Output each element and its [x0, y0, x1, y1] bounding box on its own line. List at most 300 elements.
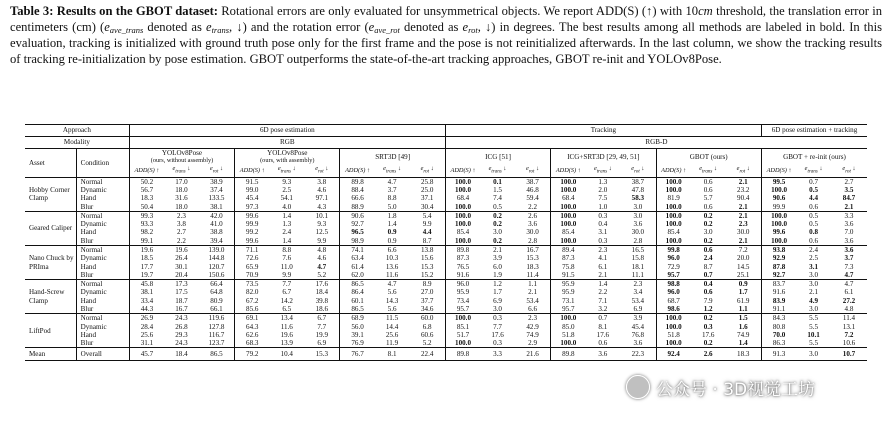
value-cell: 2.1 — [598, 270, 608, 279]
value-cell: 99.6 — [235, 211, 270, 220]
value-cell: 96.5 — [351, 228, 364, 237]
value-cell: 3.1 — [809, 262, 819, 271]
value-cell: 18.3 — [515, 263, 551, 271]
value-cell: 16.7 — [515, 245, 551, 254]
value-cell: 12.5 — [304, 228, 340, 236]
value-cell: 25.8 — [409, 177, 445, 186]
value-cell: 1.1 — [726, 305, 762, 314]
value-cell: 1.6 — [726, 323, 762, 331]
value-cell: 100.0 — [665, 322, 682, 331]
value-cell: 100.0 — [455, 177, 471, 186]
value-cell: 4.7 — [304, 263, 340, 271]
value-cell: 2.1 — [480, 245, 515, 254]
table-row — [25, 237, 867, 246]
value-cell: 99.8 — [656, 245, 691, 254]
value-cell: 1.5 — [493, 185, 502, 194]
condition-cell: Hand — [76, 194, 129, 202]
value-cell: 38.7 — [515, 177, 551, 186]
value-cell: 3.0 — [493, 228, 502, 237]
value-cell: 5.5 — [809, 339, 819, 348]
value-cell: 74.9 — [515, 331, 551, 339]
value-cell: 5.5 — [796, 314, 831, 323]
value-cell: 3.0 — [493, 305, 502, 314]
caption-e-ave: e — [104, 19, 110, 34]
value-cell: 10.6 — [842, 339, 856, 348]
value-cell: 0.6 — [703, 288, 713, 297]
metric-header-add: ADD(S) ↑ — [761, 165, 796, 177]
modality-header: Modality — [25, 137, 129, 149]
value-cell: 8.7 — [409, 237, 445, 246]
caption-rot-sub: rot — [468, 24, 478, 35]
value-cell: 8.8 — [269, 245, 304, 254]
value-cell: 89.8 — [351, 177, 364, 186]
value-cell: 86.4 — [351, 288, 364, 297]
value-cell: 127.8 — [199, 323, 235, 331]
mean-value-cell: 18.4 — [164, 348, 199, 361]
value-cell: 64.8 — [199, 288, 235, 296]
value-cell: 68.4 — [456, 194, 470, 203]
value-cell: 85.1 — [456, 322, 470, 331]
value-cell: 5.7 — [703, 194, 713, 203]
value-cell: 3.4 — [620, 288, 656, 296]
value-cell: 6.9 — [620, 305, 656, 314]
value-cell: 10.3 — [385, 254, 399, 263]
value-cell: 100.0 — [560, 177, 577, 186]
value-cell: 0.3 — [493, 339, 502, 348]
value-cell: 4.7 — [387, 177, 397, 186]
value-cell: 85.0 — [562, 322, 575, 331]
value-cell: 1.4 — [387, 220, 397, 229]
value-cell: 14.3 — [385, 296, 399, 305]
metric-header-add: ADD(S) ↑ — [235, 165, 270, 177]
table-row — [25, 202, 867, 211]
value-cell: 20.0 — [726, 254, 762, 262]
condition-cell: Normal — [76, 280, 129, 289]
value-cell: 17.6 — [304, 280, 340, 289]
value-cell: 100.0 — [665, 177, 682, 186]
metric-header-erot: $e_{rot}$ ↓ — [409, 165, 445, 177]
mean-value-cell: 8.1 — [375, 348, 410, 361]
value-cell: 4.4 — [809, 194, 819, 203]
metric-header-add: ADD(S) ↑ — [656, 165, 691, 177]
caption-trans-sub: trans — [211, 24, 230, 35]
table-row — [25, 271, 867, 280]
value-cell: 5.0 — [387, 202, 397, 211]
metric-header-etrans: $e_{trans}$ ↓ — [585, 165, 620, 177]
metric-header-erot: $e_{rot}$ ↓ — [620, 165, 656, 177]
condition-cell: Dynamic — [76, 186, 129, 194]
value-cell: 8.8 — [387, 194, 397, 203]
value-cell: 90.6 — [772, 194, 786, 203]
method-header-icg-srt3d: ICG+SRT3D [29, 49, 51] — [551, 149, 656, 166]
value-cell: 100.0 — [455, 185, 471, 194]
value-cell: 37.7 — [409, 297, 445, 305]
value-cell: 19.6 — [280, 330, 293, 339]
asset-name: Hand-Screw Clamp — [25, 280, 76, 314]
value-cell: 8.1 — [598, 322, 608, 331]
value-cell: 3.2 — [598, 305, 608, 314]
value-cell: 3.6 — [515, 220, 551, 228]
value-cell: 58.3 — [620, 194, 656, 202]
value-cell: 13.4 — [269, 314, 304, 323]
value-cell: 7.2 — [844, 330, 854, 339]
value-cell: 100.0 — [665, 339, 682, 348]
method-header-yolov8pose-assembly: YOLOv8Pose — [235, 149, 340, 158]
value-cell: 18.5 — [140, 254, 154, 263]
value-cell: 0.5 — [809, 185, 819, 194]
value-cell: 3.9 — [493, 254, 502, 263]
value-cell: 34.6 — [409, 305, 445, 314]
value-cell: 2.3 — [726, 220, 762, 228]
mean-label: Mean — [25, 348, 76, 361]
value-cell: 0.9 — [387, 228, 397, 237]
value-cell: 99.9 — [772, 202, 786, 211]
value-cell: 61.9 — [726, 297, 762, 305]
condition-cell: Hand — [76, 297, 129, 305]
value-cell: 2.1 — [726, 211, 762, 220]
value-cell: 14.5 — [726, 263, 762, 271]
value-cell: 59.4 — [515, 194, 551, 202]
value-cell: 100.0 — [560, 339, 577, 348]
table-row — [25, 288, 867, 296]
value-cell: 99.0 — [246, 185, 259, 194]
method-header-yolov8pose-no-assembly: YOLOv8Pose — [129, 149, 234, 158]
value-cell: 6.1 — [844, 288, 854, 297]
value-cell: 97.3 — [246, 202, 259, 211]
value-cell: 17.0 — [175, 177, 188, 186]
value-cell: 100.0 — [771, 236, 788, 245]
condition-cell: Normal — [76, 177, 129, 186]
value-cell: 24.3 — [175, 339, 188, 348]
value-cell: 119.6 — [199, 314, 235, 323]
value-cell: 0.3 — [703, 322, 713, 331]
value-cell: 88.9 — [351, 202, 364, 211]
table-row — [25, 254, 867, 262]
value-cell: 95.9 — [551, 280, 586, 289]
value-cell: 99.9 — [246, 220, 259, 229]
caption-text-3: denoted as — [143, 19, 206, 34]
value-cell: 26.4 — [175, 254, 188, 263]
value-cell: 100.0 — [761, 211, 796, 220]
value-cell: 3.8 — [304, 177, 340, 186]
metric-header-etrans: $e_{trans}$ ↓ — [375, 165, 410, 177]
value-cell: 0.4 — [598, 220, 608, 229]
mean-value-cell: 3.0 — [796, 348, 831, 361]
condition-cell: Dynamic — [76, 288, 129, 296]
mean-value-cell: 86.5 — [199, 348, 235, 361]
condition-cell: Hand — [76, 331, 129, 339]
value-cell: 1.4 — [726, 339, 762, 348]
value-cell: 84.7 — [842, 194, 856, 203]
value-cell: 1.5 — [726, 314, 762, 323]
value-cell: 100.0 — [560, 220, 577, 229]
value-cell: 73.1 — [562, 296, 575, 305]
value-cell: 0.6 — [809, 202, 819, 211]
value-cell: 68.4 — [562, 194, 575, 203]
value-cell: 3.9 — [620, 314, 656, 323]
value-cell: 68.9 — [340, 314, 375, 323]
condition-cell: Hand — [76, 263, 129, 271]
value-cell: 28.4 — [140, 322, 154, 331]
approach-pose-estimation: 6D pose estimation — [129, 125, 445, 137]
value-cell: 42.0 — [199, 211, 235, 220]
value-cell: 83.7 — [761, 280, 796, 289]
value-cell: 8.9 — [409, 280, 445, 289]
value-cell: 1.4 — [269, 211, 304, 220]
caption-title: Results on the GBOT dataset: — [56, 4, 218, 18]
value-cell: 33.4 — [140, 296, 154, 305]
value-cell: 98.6 — [667, 305, 680, 314]
value-cell: 37.4 — [199, 186, 235, 194]
value-cell: 0.2 — [703, 220, 713, 229]
value-cell: 64.3 — [246, 322, 259, 331]
metric-header-etrans: $e_{trans}$ ↓ — [164, 165, 199, 177]
value-cell: 95.7 — [667, 270, 680, 279]
asset-name: LiftPod — [25, 314, 76, 348]
value-cell: 1.0 — [598, 202, 608, 211]
mean-value-cell: 89.8 — [551, 348, 586, 361]
value-cell: 7.5 — [598, 194, 608, 203]
value-cell: 92.9 — [772, 254, 786, 263]
value-cell: 2.1 — [726, 237, 762, 246]
value-cell: 3.0 — [703, 228, 713, 237]
value-cell: 7.7 — [304, 323, 340, 331]
value-cell: 6.7 — [304, 314, 340, 323]
value-cell: 65.9 — [246, 262, 259, 271]
value-cell: 9.3 — [282, 177, 292, 186]
value-cell: 4.8 — [304, 245, 340, 254]
metric-header-etrans: $e_{trans}$ ↓ — [269, 165, 304, 177]
value-cell: 6.6 — [375, 245, 410, 254]
value-cell: 18.1 — [620, 263, 656, 271]
value-cell: 27.0 — [409, 288, 445, 296]
mean-value-cell: 79.2 — [235, 348, 270, 361]
value-cell: 3.6 — [844, 220, 854, 229]
value-cell: 2.3 — [585, 245, 620, 254]
value-cell: 144.8 — [199, 254, 235, 262]
value-cell: 60.6 — [409, 331, 445, 339]
value-cell: 15.3 — [409, 263, 445, 271]
asset-name: Geared Caliper — [25, 211, 76, 245]
value-cell: 3.8 — [177, 220, 186, 229]
value-cell: 88.4 — [351, 185, 364, 194]
method-header-gbot-reinit: GBOT + re-init (ours) — [783, 153, 846, 162]
modality-rgbd: RGB-D — [445, 137, 867, 149]
condition-cell: Dynamic — [76, 323, 129, 331]
value-cell: 62.6 — [246, 330, 259, 339]
value-cell: 0.7 — [585, 314, 620, 323]
value-cell: 45.4 — [620, 323, 656, 331]
results-table — [25, 124, 867, 361]
value-cell: 3.1 — [598, 228, 608, 237]
value-cell: 31.1 — [140, 339, 154, 348]
value-cell: 63.4 — [351, 254, 364, 263]
approach-pose-plus-tracking: 6D pose estimation + tracking — [761, 125, 867, 137]
approach-header: Approach — [25, 125, 129, 137]
value-cell: 13.1 — [842, 322, 856, 331]
value-cell: 3.6 — [844, 236, 854, 245]
value-cell: 72.9 — [667, 262, 680, 271]
value-cell: 62.0 — [351, 270, 364, 279]
value-cell: 100.0 — [455, 339, 471, 348]
value-cell: 72.6 — [246, 254, 259, 263]
value-cell: 6.6 — [515, 305, 551, 314]
value-cell: 100.0 — [665, 185, 682, 194]
value-cell: 11.6 — [386, 270, 399, 279]
value-cell: 18.3 — [140, 194, 154, 203]
value-cell: 66.6 — [351, 194, 364, 203]
value-cell: 30.4 — [409, 202, 445, 211]
value-cell: 3.6 — [620, 339, 656, 348]
table-row — [25, 263, 867, 271]
mean-value-cell: 3.6 — [585, 348, 620, 361]
value-cell: 6.1 — [598, 262, 608, 271]
value-cell: 73.5 — [235, 280, 270, 289]
value-cell: 15.2 — [409, 271, 445, 280]
asset-header: Asset — [25, 149, 76, 178]
value-cell: 0.7 — [703, 270, 713, 279]
value-cell: 0.8 — [809, 228, 819, 237]
value-cell: 1.3 — [598, 177, 608, 186]
value-cell: 0.6 — [703, 202, 713, 211]
results-table-wrapper — [25, 124, 867, 361]
value-cell: 2.1 — [809, 288, 819, 297]
value-cell: 1.3 — [282, 220, 292, 229]
value-cell: 1.9 — [493, 270, 502, 279]
value-cell: 47.8 — [620, 186, 656, 194]
value-cell: 15.6 — [409, 254, 445, 262]
mean-row — [25, 348, 867, 361]
value-cell: 87.3 — [562, 254, 575, 263]
table-row — [25, 314, 867, 323]
watermark — [626, 372, 884, 402]
value-cell: 2.2 — [598, 288, 608, 297]
value-cell: 2.1 — [726, 202, 762, 211]
value-cell: 0.2 — [480, 211, 515, 220]
value-cell: 4.6 — [304, 254, 340, 262]
value-cell: 0.2 — [691, 211, 726, 220]
value-cell: 2.9 — [515, 339, 551, 348]
value-cell: 2.5 — [809, 254, 819, 263]
value-cell: 14.4 — [385, 322, 399, 331]
value-cell: 133.5 — [199, 194, 235, 202]
value-cell: 17.6 — [491, 330, 504, 339]
value-cell: 25.6 — [385, 330, 399, 339]
value-cell: 2.4 — [796, 245, 831, 254]
condition-cell: Dynamic — [76, 220, 129, 228]
value-cell: 89.4 — [551, 245, 586, 254]
value-cell: 95.7 — [456, 305, 470, 314]
value-cell: 96.0 — [667, 288, 680, 297]
value-cell: 2.3 — [515, 314, 551, 323]
metric-header-add: ADD(S) ↑ — [445, 165, 480, 177]
value-cell: 60.1 — [351, 296, 364, 305]
value-cell: 0.2 — [703, 339, 713, 348]
value-cell: 2.4 — [703, 254, 713, 263]
value-cell: 3.0 — [809, 270, 819, 279]
value-cell: 85.4 — [667, 228, 680, 237]
value-cell: 89.8 — [445, 245, 480, 254]
value-cell: 1.8 — [375, 211, 410, 220]
value-cell: 42.9 — [515, 323, 551, 331]
value-cell: 0.6 — [703, 185, 713, 194]
value-cell: 0.6 — [691, 245, 726, 254]
value-cell: 0.5 — [809, 220, 819, 229]
value-cell: 2.8 — [620, 237, 656, 246]
value-cell: 120.7 — [199, 263, 235, 271]
value-cell: 70.0 — [772, 330, 786, 339]
caption-ave-rot-sub: ave_rot — [374, 24, 400, 35]
value-cell: 67.2 — [246, 296, 259, 305]
value-cell: 25.1 — [726, 271, 762, 280]
value-cell: 11.6 — [280, 322, 293, 331]
value-cell: 19.6 — [164, 245, 199, 254]
value-cell: 3.0 — [620, 202, 656, 211]
value-cell: 0.6 — [703, 177, 713, 186]
value-cell: 45.8 — [129, 280, 164, 289]
mean-value-cell: 3.3 — [480, 348, 515, 361]
value-cell: 100.0 — [665, 236, 682, 245]
value-cell: 38.1 — [140, 288, 154, 297]
caption-ave-trans-sub: ave_trans — [109, 24, 144, 35]
table-row — [25, 297, 867, 305]
value-cell: 44.3 — [140, 305, 154, 314]
value-cell: 91.5 — [562, 270, 575, 279]
value-cell: 100.0 — [560, 185, 577, 194]
value-cell: 4.3 — [304, 202, 340, 211]
value-cell: 1.7 — [726, 288, 762, 296]
value-cell: 25.6 — [140, 330, 154, 339]
value-cell: 13.6 — [385, 262, 399, 271]
value-cell: 6.9 — [304, 339, 340, 348]
value-cell: 2.4 — [282, 228, 292, 237]
metric-header-erot: $e_{rot}$ ↓ — [515, 165, 551, 177]
condition-cell: Blur — [76, 237, 129, 246]
condition-cell: Normal — [76, 211, 129, 220]
metric-header-add: ADD(S) ↑ — [340, 165, 375, 177]
value-cell: 17.3 — [164, 280, 199, 289]
value-cell: 30.0 — [620, 228, 656, 236]
caption-text-4: , ↓) and the rotation error ( — [229, 19, 369, 34]
value-cell: 85.6 — [246, 305, 259, 314]
table-row — [25, 323, 867, 331]
value-cell: 11.5 — [375, 314, 410, 323]
caption-text-1: Rotational errors are only evaluated for unsymmetrical objects. We report ADD(S) (↑) with 10 — [217, 4, 699, 18]
value-cell: 87.3 — [456, 254, 470, 263]
metric-header-erot: $e_{rot}$ ↓ — [831, 165, 867, 177]
value-cell: 17.5 — [175, 288, 188, 297]
value-cell: 18.7 — [175, 296, 188, 305]
value-cell: 100.0 — [551, 314, 586, 323]
value-cell: 18.4 — [304, 288, 340, 296]
value-cell: 4.4 — [409, 228, 445, 236]
condition-cell: Normal — [76, 314, 129, 323]
value-cell: 86.3 — [772, 339, 786, 348]
value-cell: 92.7 — [351, 220, 364, 229]
metric-header-etrans: $e_{trans}$ ↓ — [480, 165, 515, 177]
value-cell: 2.7 — [177, 228, 186, 237]
value-cell: 0.3 — [480, 314, 515, 323]
value-cell: 9.9 — [409, 220, 445, 228]
value-cell: 37.1 — [409, 194, 445, 202]
value-cell: 2.7 — [844, 177, 854, 186]
value-cell: 2.2 — [515, 202, 551, 211]
value-cell: 98.8 — [656, 280, 691, 289]
value-cell: 7.6 — [282, 254, 292, 263]
value-cell: 100.0 — [665, 220, 682, 229]
table-row — [25, 177, 867, 186]
caption-cm: cm — [698, 4, 713, 18]
